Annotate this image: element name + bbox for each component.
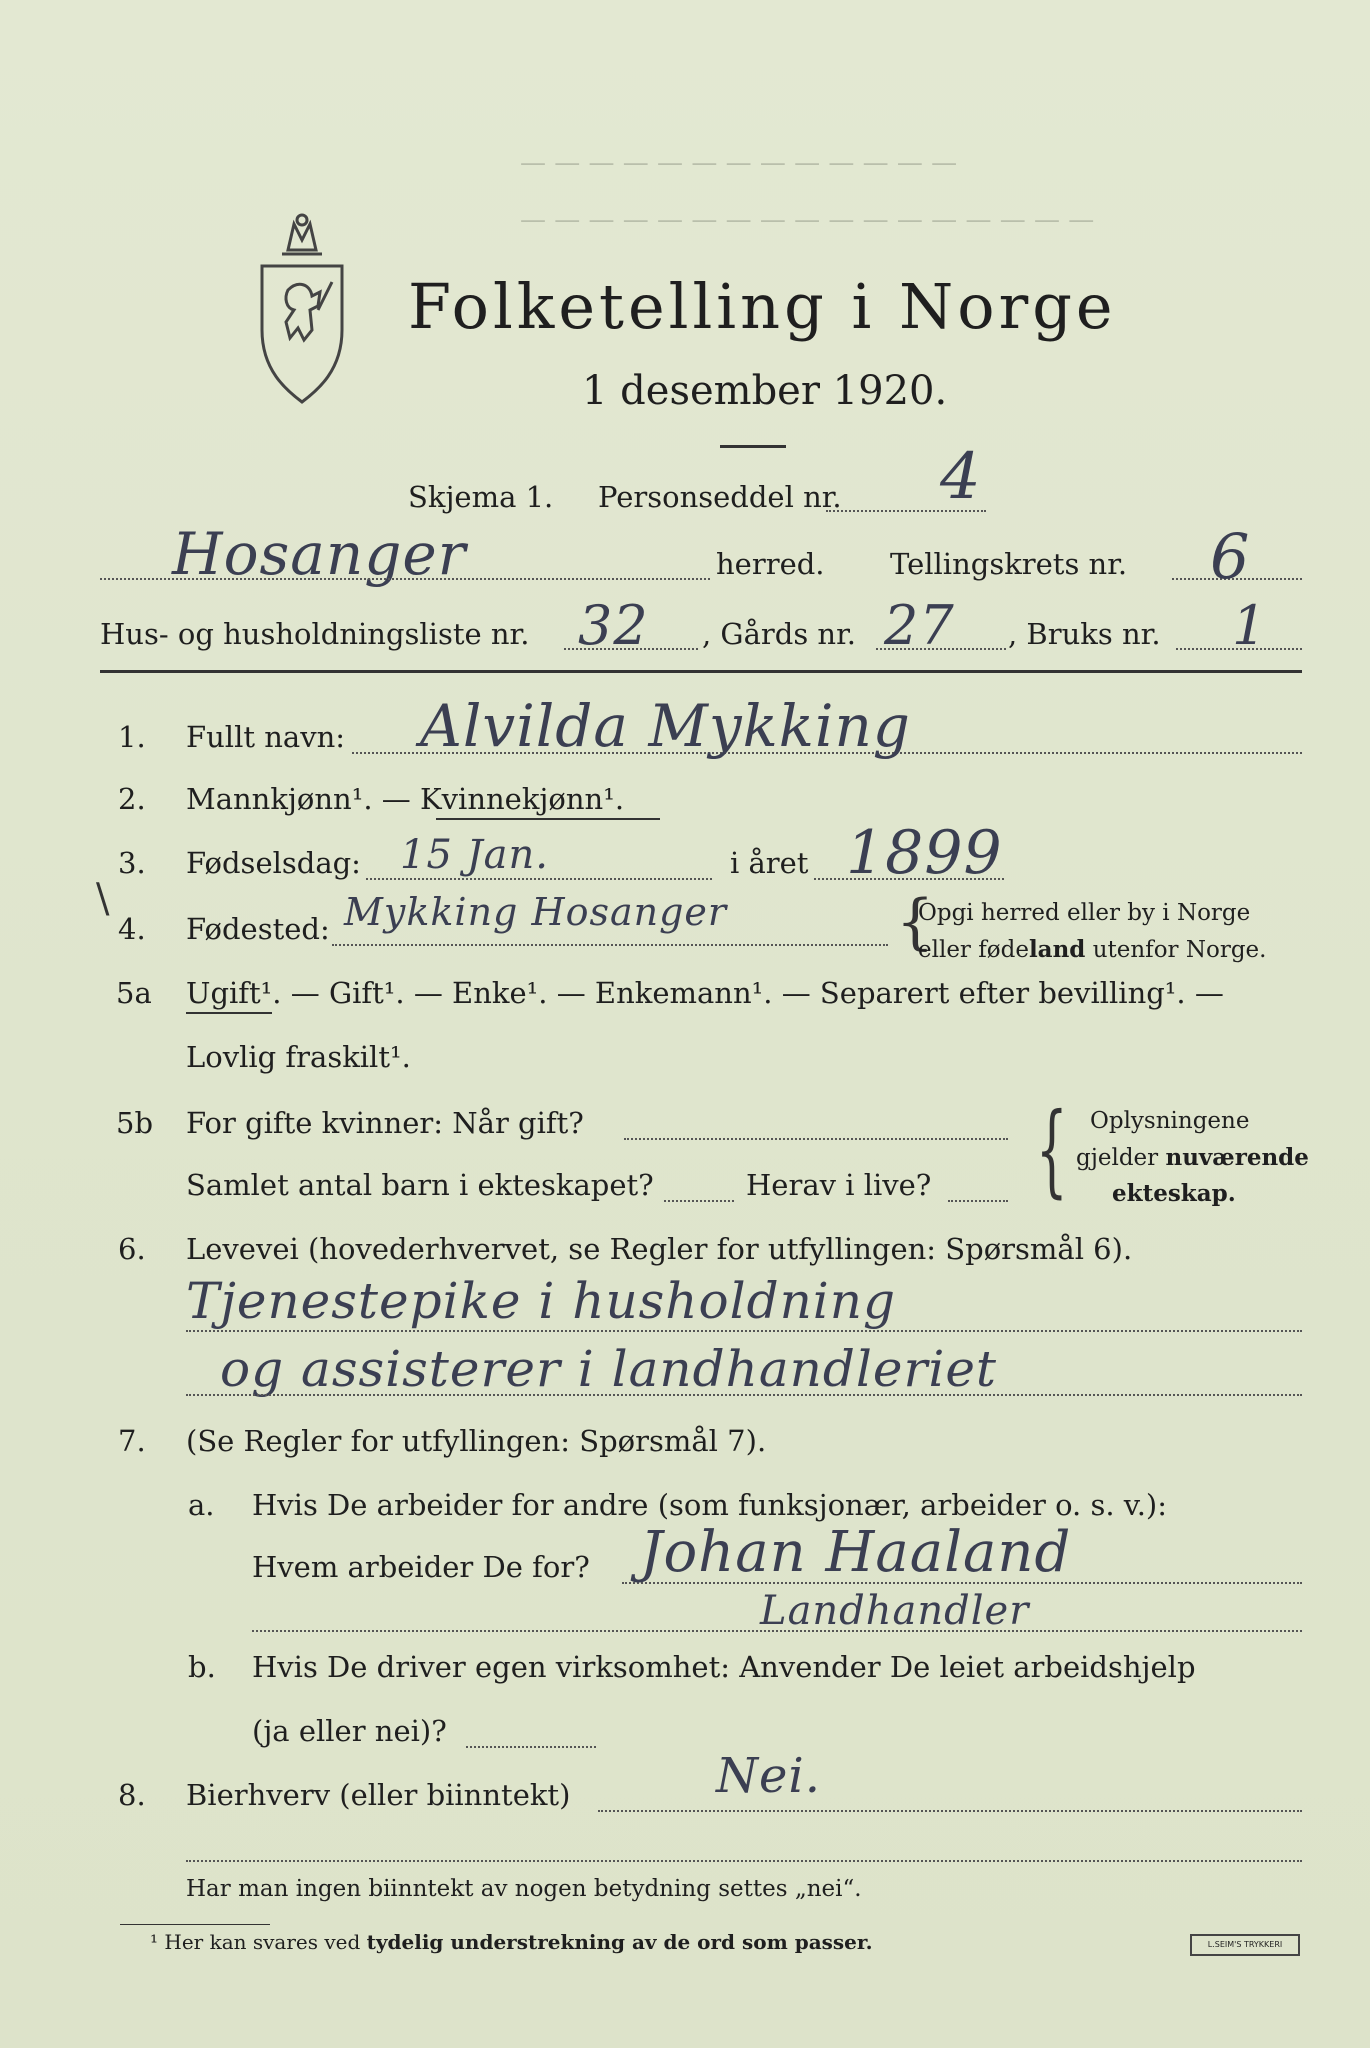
q3-line bbox=[366, 878, 712, 880]
side-income-value[interactable]: Nei. bbox=[716, 1748, 822, 1804]
q5b-note3: ekteskap. bbox=[1112, 1180, 1236, 1207]
hus-label: Hus- og husholdningsliste nr. bbox=[100, 617, 530, 651]
q4-note-line2 bbox=[918, 936, 1266, 963]
q5b-brace: { bbox=[1035, 1091, 1068, 1208]
hus-value[interactable]: 32 bbox=[578, 594, 649, 657]
q7b-line1: Hvis De driver egen virksomhet: Anvender De leiet arbeidshjelp bbox=[252, 1650, 1196, 1684]
q8-line-2 bbox=[186, 1860, 1302, 1862]
header-divider bbox=[100, 670, 1302, 673]
q3-label: Fødselsdag: bbox=[186, 846, 361, 880]
q5b-line2: Samlet antal barn i ekteskapet? bbox=[186, 1168, 654, 1202]
q5b-number: 5b bbox=[116, 1106, 154, 1140]
q8-label: Bierhverv (eller biinntekt) bbox=[186, 1778, 571, 1812]
herred-line bbox=[100, 578, 710, 580]
marital-underline bbox=[186, 1012, 272, 1014]
occupation-answer-1[interactable]: Tjenestepike i husholdning bbox=[186, 1272, 897, 1330]
tellingskrets-value[interactable]: 6 bbox=[1210, 520, 1251, 593]
employer-name-value[interactable]: Johan Haaland bbox=[640, 1520, 1072, 1585]
q4-brace: { bbox=[896, 887, 935, 957]
occupation-answer-2[interactable]: og assisterer i landhandleriet bbox=[220, 1340, 998, 1398]
q5b-note2 bbox=[1076, 1144, 1309, 1171]
q4-note-bold: land bbox=[1028, 936, 1086, 963]
q7a-number: a. bbox=[188, 1488, 215, 1522]
footnote-bold: tydelig understrekning av de ord som passer. bbox=[366, 1930, 873, 1954]
q5b-note2-text: gjelder bbox=[1076, 1145, 1166, 1171]
gards-value[interactable]: 27 bbox=[884, 594, 955, 657]
q5b-children-field bbox=[664, 1200, 734, 1202]
gender-options: Mannkjønn¹. — Kvinnekjønn¹. bbox=[186, 782, 625, 816]
q4-number: 4. bbox=[118, 912, 146, 946]
skjema-label: Skjema 1. bbox=[408, 480, 554, 514]
gards-label: , Gårds nr. bbox=[702, 617, 856, 651]
title-divider bbox=[720, 445, 786, 448]
footer-note: Har man ingen biinntekt av nogen betydning settes „nei“. bbox=[186, 1876, 862, 1902]
q7b-number: b. bbox=[188, 1650, 216, 1684]
q1-label: Fullt navn: bbox=[186, 720, 346, 754]
full-name-value[interactable]: Alvilda Mykking bbox=[420, 692, 911, 760]
marital-options: Ugift¹. — Gift¹. — Enke¹. — Enkemann¹. — Separert efter bevilling¹. — bbox=[186, 976, 1224, 1010]
q3-number: 3. bbox=[118, 846, 146, 880]
marital-options-line2: Lovlig fraskilt¹. bbox=[186, 1040, 411, 1074]
form-title: Folketelling i Norge bbox=[408, 270, 1117, 343]
herred-label: herred. bbox=[716, 547, 825, 581]
q7a-line2: Hvem arbeider De for? bbox=[252, 1550, 590, 1584]
coat-of-arms-icon bbox=[248, 210, 356, 410]
q2-number: 2. bbox=[118, 782, 146, 816]
bleed-through-text: — — — — — — — — — — — — — — — — — bbox=[520, 205, 1095, 235]
q5b-line1-field bbox=[624, 1138, 1008, 1140]
herred-value[interactable]: Hosanger bbox=[172, 520, 467, 588]
q5b-note1: Oplysningene bbox=[1090, 1108, 1250, 1134]
bruks-label: , Bruks nr. bbox=[1008, 617, 1161, 651]
printer-stamp: L.SEIM'S TRYKKERI bbox=[1190, 1934, 1300, 1956]
personseddel-label: Personseddel nr. bbox=[598, 480, 842, 514]
footnote-marker: ¹ bbox=[150, 1930, 159, 1954]
bruks-value[interactable]: 1 bbox=[1232, 594, 1268, 657]
census-date: 1 desember 1920. bbox=[582, 368, 948, 414]
personseddel-value[interactable]: 4 bbox=[940, 440, 982, 514]
q7a-line-2 bbox=[252, 1630, 1302, 1632]
employer-title-value[interactable]: Landhandler bbox=[760, 1588, 1030, 1634]
q7b-line2: (ja eller nei)? bbox=[252, 1714, 447, 1748]
q7-number: 7. bbox=[118, 1424, 146, 1458]
footnote bbox=[150, 1930, 873, 1954]
q7-label: (Se Regler for utfyllingen: Spørsmål 7). bbox=[186, 1424, 767, 1458]
birthday-value[interactable]: 15 Jan. bbox=[400, 832, 549, 878]
q1-number: 1. bbox=[118, 720, 146, 754]
q5b-alive-field bbox=[948, 1200, 1008, 1202]
footnote-rule bbox=[120, 1924, 270, 1925]
q6-line2 bbox=[186, 1394, 1302, 1396]
birth-year-value[interactable]: 1899 bbox=[846, 818, 1003, 888]
q4-line bbox=[332, 944, 888, 946]
q5b-alive-label: Herav i live? bbox=[746, 1168, 932, 1202]
tellingskrets-label: Tellingskrets nr. bbox=[890, 547, 1128, 581]
q5a-number: 5a bbox=[116, 976, 152, 1010]
check-mark-icon: \ bbox=[96, 876, 110, 922]
year-label: i året bbox=[730, 846, 809, 880]
q5b-note2-bold: nuværende bbox=[1165, 1144, 1309, 1171]
gender-underline bbox=[436, 818, 660, 820]
q4-note-text: eller føde bbox=[918, 937, 1029, 963]
q8-line bbox=[598, 1810, 1302, 1812]
q5b-line1: For gifte kvinner: Når gift? bbox=[186, 1106, 584, 1140]
q4-note-text-end: utenfor Norge. bbox=[1085, 937, 1267, 963]
q6-line1 bbox=[186, 1330, 1302, 1332]
q4-label: Fødested: bbox=[186, 912, 330, 946]
q4-note-line1: Opgi herred eller by i Norge bbox=[918, 900, 1251, 926]
q6-label: Levevei (hovederhvervet, se Regler for utfyllingen: Spørsmål 6). bbox=[186, 1232, 1133, 1266]
footnote-text: Her kan svares ved bbox=[164, 1930, 367, 1954]
q7b-line bbox=[466, 1746, 596, 1748]
q7a-line1: Hvis De arbeider for andre (som funksjonær, arbeider o. s. v.): bbox=[252, 1488, 1168, 1522]
bleed-through-text: — — — — — — — — — — — — — bbox=[520, 148, 958, 178]
birthplace-value[interactable]: Mykking Hosanger bbox=[344, 890, 728, 934]
q8-number: 8. bbox=[118, 1778, 146, 1812]
q6-number: 6. bbox=[118, 1232, 146, 1266]
